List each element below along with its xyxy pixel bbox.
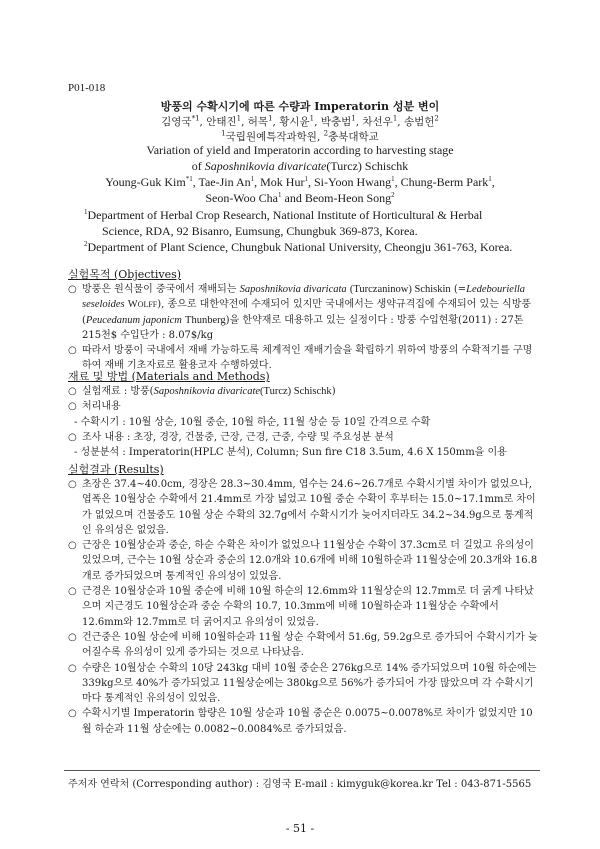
method-material: ○ 실험재료 : 방풍(Saposhnikovia divaricate(Turcz) Schischk) bbox=[68, 386, 336, 397]
affiliation-english-2: $^2$Department of Plant Science, Chungbuk National University, Cheongju 361-763, Korea. bbox=[84, 240, 513, 254]
affiliation-korean: $^1$국립원예특작과학원, $^2$충북대학교 bbox=[221, 129, 379, 143]
results-heading: 실험결과 (Results) bbox=[68, 463, 164, 476]
methods-body bbox=[68, 384, 538, 460]
result-item: ○ 수확시기별 Imperatorin 함량은 10월 상순과 10월 중순은 0.0075~0.0078%로 차이가 없었지만 10월 하순과 11월 상순에는 0.0082~0.0084%로 증가되었음. bbox=[68, 708, 533, 735]
objectives-body bbox=[68, 282, 538, 374]
footer-divider bbox=[64, 770, 540, 771]
result-item: ○ 건근중은 10월 상순에 비해 10월하순과 11월 상순 수확에서 51.6g, 59.2g으로 증가되어 수확시기가 늦어질수록 유의성이 있게 증가되는 것으로 나타났음. bbox=[68, 631, 538, 659]
title-english-line2: of Saposhnikovia divaricate(Turcz) Schischk bbox=[191, 159, 409, 173]
abstract-code: P01-018 bbox=[68, 82, 106, 94]
result-item: ○ 초장은 37.4~40.0cm, 경장은 28.3~30.4mm, 엽수는 24.6~26.7개로 수확시기별 차이가 없었으나, 엽폭은 10월상순 수확에서 21.4mm로 가장 넓었고 10월 중순 수확이 후부터는 15.0~17.1mm로 차이가 없었으며 건물중도 10월 상순 수확의 32.7g에서 수확시기가 늦어지더라도 34.2~34.9g으로 통계적인 유의성은 없었음. bbox=[68, 479, 536, 536]
objective-item: ○ 방풍은 원식물이 중국에서 재배되는 Saposhnikovia divaricata (Turczaninow) Schiskin (=Ledebouriella seseloides WOLFF), 종으로 대한약전에 수재되어 있지만 국내에서는 생약규격집에 수재되어 있는 식방풍(Peucedanum japonicm Thunberg)을 한약재로 대용하고 있는 실정이다 : 방풍 수입현황(2011) : 27톤 215천$ 수입단가 : 8.07$/kg bbox=[68, 284, 532, 341]
method-harvest-timing: - 수확시기 : 10월 상순, 10월 중순, 10월 하순, 11월 상순 등 10일 간격으로 수확 bbox=[74, 416, 431, 428]
result-item: ○ 근경은 10월상순과 10월 중순에 비해 10월 하순의 12.6mm와 11월상순의 12.7mm로 더 굵게 나타났으며 지근경도 10월상순과 중순 수확의 10.7, 10.3mm에 비해 10월하순과 11월상순 수확에서 12.6mm와 12.7mm로 더 굵어지고 유의성이 있었음. bbox=[68, 586, 534, 628]
method-survey: ○ 조사 내용 : 초장, 경장, 건물중, 근장, 근경, 근중, 수량 및 주요성분 분석 bbox=[68, 431, 394, 443]
affiliation-english-1: $^1$Department of Herbal Crop Research, National Institute of Horticultural & Herbal bbox=[84, 208, 483, 222]
result-item: ○ 수량은 10월상순 수확의 10당 243kg 대비 10월 중순은 276kg으로 14% 증가되었으며 10월 하순에는 339kg으로 40%가 증가되었고 11월상순에는 380kg으로 56%가 증가되어 가장 많았으며 각 수확시기마다 통계적인 유의성이 있었음. bbox=[68, 662, 537, 705]
objectives-heading: 실험목적 (Objectives) bbox=[68, 268, 182, 281]
authors-english-line2: Seon-Woo Cha$^1$ and Beom-Heon Song$^2$ bbox=[205, 191, 395, 205]
title-english-line1: Variation of yield and Imperatorin according to harvesting stage bbox=[146, 143, 454, 157]
title-korean: 방풍의 수확시기에 따른 수량과 Imperatorin 성분 변이 bbox=[160, 100, 440, 113]
methods-heading: 재료 및 방법 (Materials and Methods) bbox=[68, 370, 270, 383]
affiliation-english-1-cont: Science, RDA, 92 Bisanro, Eumsung, Chungbuk 369-873, Korea. bbox=[102, 224, 418, 238]
authors-english-line1: Young-Guk Kim$^{*1}$, Tae-Jin An$^1$, Mok Hur$^1$, Si-Yoon Hwang$^1$, Chung-Berm Park$^1$, bbox=[105, 175, 495, 189]
result-item: ○ 근장은 10월상순과 중순, 하순 수확은 차이가 없었으나 11월상순 수확이 37.3cm로 더 길었고 유의성이 있었으며, 근수는 10월 상순과 중순의 12.0개와 10.6개에 비해 10월하순과 11월상순에 20.3개와 16.8개로 증가되었으며 통계적인 유의성이 있었음. bbox=[68, 540, 538, 582]
results-body bbox=[68, 477, 538, 737]
objective-item: ○ 따라서 방풍이 국내에서 재배 가능하도록 체계적인 재배기술을 확립하기 위하여 방풍의 수확적기를 구명하여 재배 기초자료로 활용코자 수행하였다. bbox=[68, 345, 533, 372]
authors-korean: 김영국$^{*1}$, 안태진$^1$, 허목$^1$, 황시윤$^1$, 박충범$^1$, 차선우$^1$, 송범헌$^2$ bbox=[161, 114, 439, 128]
method-analysis: - 성분분석 : Imperatorin(HPLC 분석), Column; Sun fire C18 3.5um, 4.6 X 150mm을 이용 bbox=[74, 447, 507, 459]
page-number: - 51 - bbox=[285, 822, 315, 835]
method-treatment: ○ 처리내용 bbox=[68, 401, 121, 413]
corresponding-author: 주저자 연락처 (Corresponding author) : 김영국 E-mail : kimyguk@korea.kr Tel : 043-871-5565 bbox=[68, 779, 532, 790]
